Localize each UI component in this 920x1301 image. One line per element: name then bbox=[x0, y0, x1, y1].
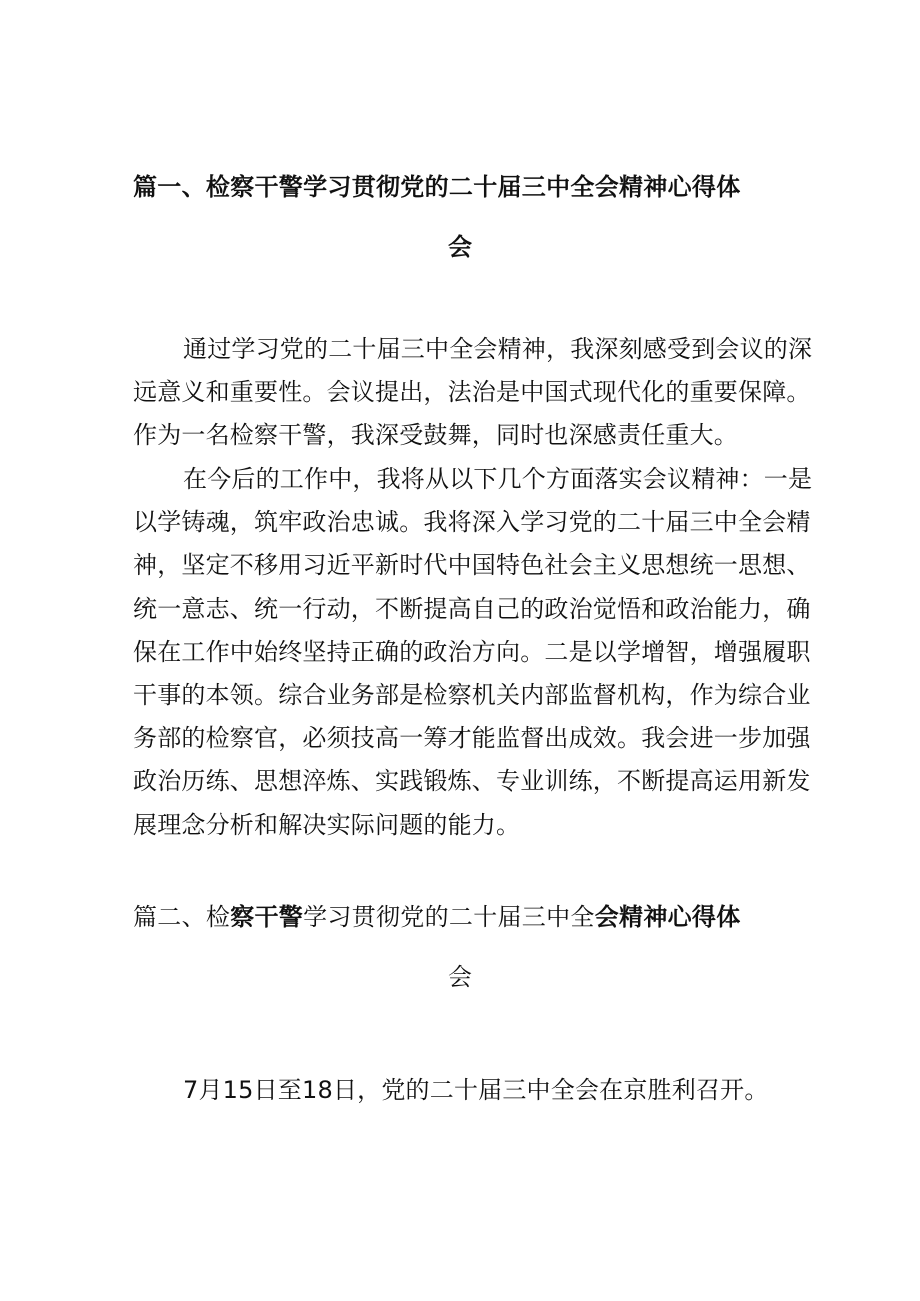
paragraph-line: 在今后的工作中，我将从以下几个方面落实会议精神：一是 bbox=[183, 465, 813, 493]
section1-paragraph2 bbox=[133, 458, 813, 847]
section2-title-part2: 察干警 bbox=[230, 903, 304, 931]
paragraph-line: 政治历练、思想淬炼、实践锻炼、专业训练，不断提高运用新发 bbox=[133, 767, 811, 796]
paragraph-line: 干事的本领。综合业务部是检察机关内部监督机构，作为综合业 bbox=[133, 680, 811, 709]
paragraph-line: 以学铸魂，筑牢政治忠诚。我将深入学习党的二十届三中全会精 bbox=[133, 508, 811, 537]
paragraph-line: 7月15日至18日，党的二十届三中全会在京胜利召开。 bbox=[183, 1076, 769, 1104]
paragraph-line: 神，坚定不移用习近平新时代中国特色社会主义思想统一思想、 bbox=[133, 551, 811, 580]
paragraph-line: 保在工作中始终坚持正确的政治方向。二是以学增智，增强履职 bbox=[133, 637, 811, 666]
section2-title-part3: 学习贯彻党的二十届三中全 bbox=[303, 903, 595, 931]
paragraph-line: 远意义和重要性。会议提出，法治是中国式现代化的重要保障。 bbox=[133, 378, 811, 407]
section2-paragraph1 bbox=[133, 1069, 793, 1112]
paragraph-line: 统一意志、统一行动，不断提高自己的政治觉悟和政治能力，确 bbox=[133, 594, 811, 623]
section2-title-part4: 会精神心得体 bbox=[594, 903, 741, 931]
section1-paragraph1 bbox=[133, 328, 813, 458]
section2-title-line2: 会 bbox=[448, 963, 472, 991]
section1-title-line2: 会 bbox=[448, 233, 472, 261]
paragraph-line: 通过学习党的二十届三中全会精神，我深刻感受到会议的深 bbox=[183, 335, 813, 363]
section2-title bbox=[133, 902, 793, 932]
paragraph-line: 务部的检察官，必须技高一筹才能监督出成效。我会进一步加强 bbox=[133, 724, 811, 753]
paragraph-line: 作为一名检察干警，我深受鼓舞，同时也深感责任重大。 bbox=[133, 421, 738, 450]
section1-title-line1: 篇一、检察干警学习贯彻党的二十届三中全会精神心得体 bbox=[133, 173, 741, 201]
section2-title-part1: 篇二、检 bbox=[133, 903, 231, 931]
paragraph-line: 展理念分析和解决实际问题的能力。 bbox=[133, 810, 521, 839]
section1-title bbox=[133, 172, 793, 202]
